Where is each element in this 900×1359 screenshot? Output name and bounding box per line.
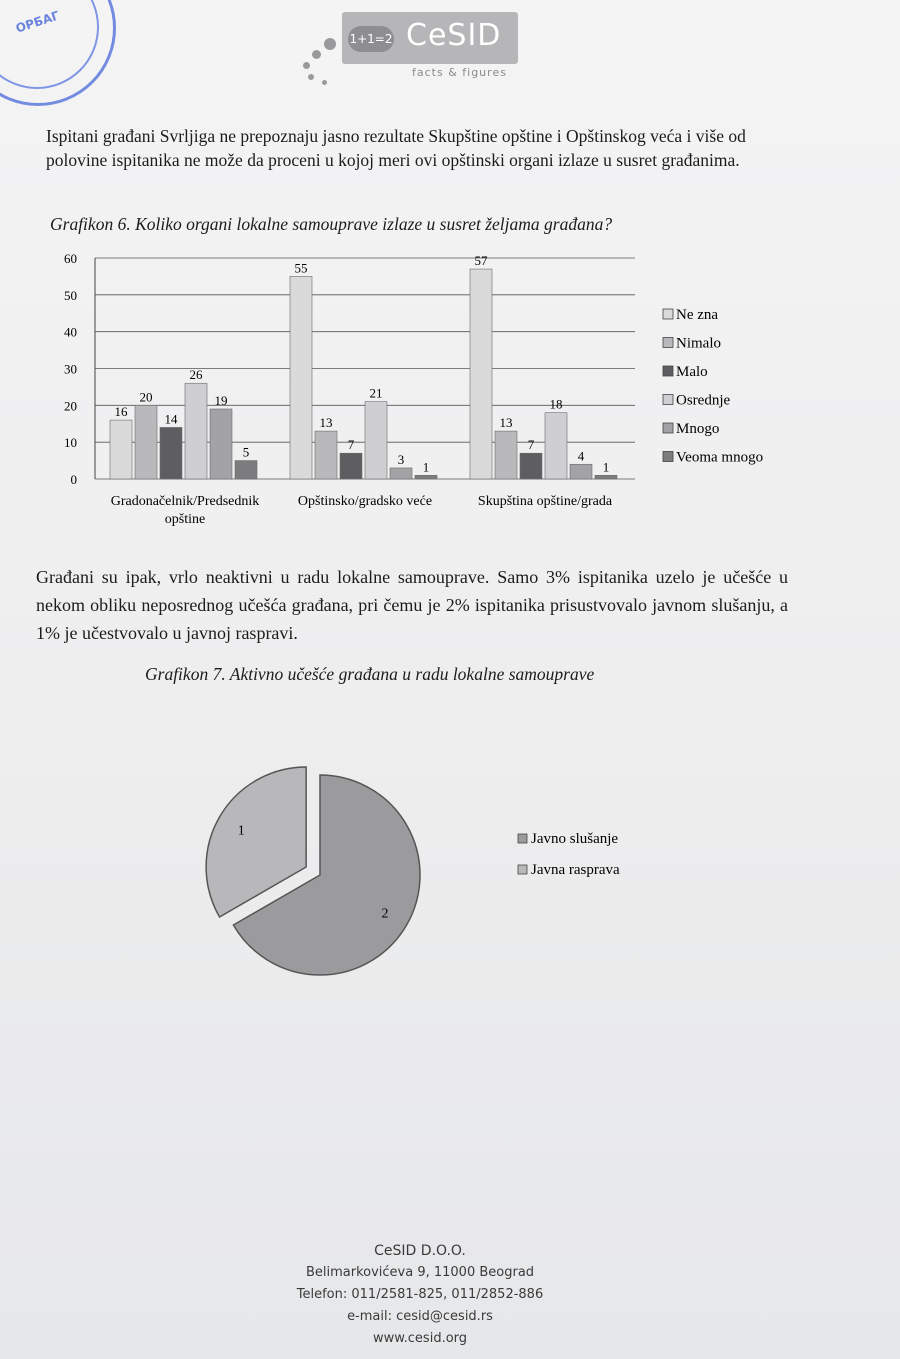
bar-malo <box>520 453 542 479</box>
x-category-label: opštine <box>164 512 206 527</box>
y-tick-label: 40 <box>64 324 77 340</box>
bar-value-label: 4 <box>577 448 585 464</box>
legend-label: Ne zna <box>676 307 719 323</box>
chart7-caption: Grafikon 7. Aktivno učešće građana u radu lokalne samouprave <box>145 664 595 684</box>
logo-dot <box>324 38 336 50</box>
bar-value-label: 57 <box>474 253 488 269</box>
y-tick-label: 20 <box>64 398 77 414</box>
footer-address: Belimarkovićeva 9, 11000 Beograd <box>305 1265 535 1280</box>
legend-label: Javno slušanje <box>531 831 619 847</box>
legend-label: Malo <box>676 364 708 380</box>
logo-dot <box>308 74 314 80</box>
legend-label: Veoma mnogo <box>676 449 764 466</box>
footer-phone: Telefon: 011/2581-825, 011/2852-886 <box>296 1287 544 1302</box>
bar-value-label: 19 <box>214 393 228 409</box>
bar-value-label: 16 <box>114 404 128 420</box>
y-axis <box>64 251 95 487</box>
bar-veoma-mnogo <box>235 461 257 479</box>
legend-label: Mnogo <box>676 421 720 437</box>
bar-veoma-mnogo <box>595 475 617 479</box>
legend-swatch <box>518 834 527 843</box>
bar-ne-zna <box>470 269 492 479</box>
y-tick-label: 50 <box>64 287 77 303</box>
logo-dot <box>322 80 327 85</box>
chart-legend <box>663 307 763 466</box>
bar-osrednje <box>365 402 387 479</box>
bar-value-label: 7 <box>347 437 355 453</box>
bar-ne-zna <box>110 420 132 479</box>
bar-value-label: 5 <box>242 444 250 460</box>
pie-slices <box>206 767 420 975</box>
bar-value-label: 18 <box>549 396 563 412</box>
cesid-logo <box>300 12 530 92</box>
bar-series <box>110 269 617 479</box>
bar-value-label: 1 <box>422 459 430 475</box>
legend-swatch <box>663 452 673 462</box>
footer-company: CeSID D.O.O. <box>374 1243 466 1259</box>
bar-value-label: 21 <box>369 385 383 401</box>
y-tick-label: 60 <box>64 251 77 266</box>
pie-value-label: 1 <box>237 823 245 839</box>
footer-email: e-mail: cesid@cesid.rs <box>347 1309 493 1324</box>
logo-name: CeSID <box>406 18 502 53</box>
bar-value-label: 13 <box>319 415 333 431</box>
middle-paragraph: Građani su ipak, vrlo neaktivni u radu lokalne samouprave. Samo 3% ispitanika uzelo je učešće u nekom obliku neposrednog učešća građana, pri čemu je 2% ispitanika prisustvovalo javnom slušanju, a 1% je učestvovalo u javnoj raspravi. <box>36 567 788 643</box>
bar-value-label: 20 <box>139 389 153 405</box>
bar-ne-zna <box>290 276 312 479</box>
bar-value-label: 13 <box>499 415 513 431</box>
x-axis-labels <box>111 494 613 527</box>
footer-website: www.cesid.org <box>372 1331 468 1346</box>
bar-malo <box>160 427 182 479</box>
footer <box>250 1240 590 1350</box>
x-category-label: Gradonačelnik/Predsednik <box>110 494 260 509</box>
intro-paragraph: Ispitani građani Svrljiga ne prepoznaju jasno rezultate Skupštine opštine i Opštinskog veća i više od polovine ispitanika ne može da proceni u kojoj meri ovi opštinski organi izlaze u susret građanima. <box>46 126 746 170</box>
logo-dot <box>303 62 310 69</box>
bar-nimalo <box>315 431 337 479</box>
legend-label: Osrednje <box>676 392 731 409</box>
bar-chart <box>40 238 860 558</box>
bar-malo <box>340 453 362 479</box>
legend-swatch <box>663 366 673 376</box>
bar-value-label: 14 <box>164 411 178 427</box>
legend-swatch <box>518 865 527 874</box>
logo-tagline: facts & figures <box>412 66 507 79</box>
bar-value-label: 55 <box>294 260 308 276</box>
legend-swatch <box>663 423 673 433</box>
legend-swatch <box>663 395 673 405</box>
bar-value-label: 1 <box>602 459 610 475</box>
legend-swatch <box>663 338 673 348</box>
logo-dot <box>312 50 321 59</box>
legend-label: Javna rasprava <box>531 862 620 878</box>
y-tick-label: 30 <box>64 361 77 377</box>
bar-value-label: 7 <box>527 437 535 453</box>
y-tick-label: 10 <box>64 435 77 451</box>
stamp-text: ОРБАГ <box>13 8 62 36</box>
official-stamp <box>0 0 116 106</box>
bar-veoma-mnogo <box>415 475 437 479</box>
pie-legend <box>518 831 620 878</box>
legend-label: Nimalo <box>676 335 721 352</box>
pie-value-label: 2 <box>381 906 389 922</box>
x-category-label: Skupština opštine/grada <box>477 494 613 509</box>
legend-swatch <box>663 309 673 319</box>
x-category-label: Opštinsko/gradsko veće <box>297 494 433 509</box>
pie-chart <box>200 760 840 990</box>
bar-osrednje <box>185 383 207 479</box>
bar-mnogo <box>210 409 232 479</box>
logo-badge: 1+1=2 <box>348 26 394 52</box>
y-tick-label: 0 <box>70 472 77 487</box>
bar-mnogo <box>390 468 412 479</box>
bar-nimalo <box>135 405 157 479</box>
bar-osrednje <box>545 413 567 479</box>
chart6-caption: Grafikon 6. Koliko organi lokalne samouprave izlaze u susret željama građana? <box>50 214 613 234</box>
bar-value-label: 26 <box>189 367 203 383</box>
bar-value-label: 3 <box>397 451 405 467</box>
bar-nimalo <box>495 431 517 479</box>
bar-mnogo <box>570 464 592 479</box>
